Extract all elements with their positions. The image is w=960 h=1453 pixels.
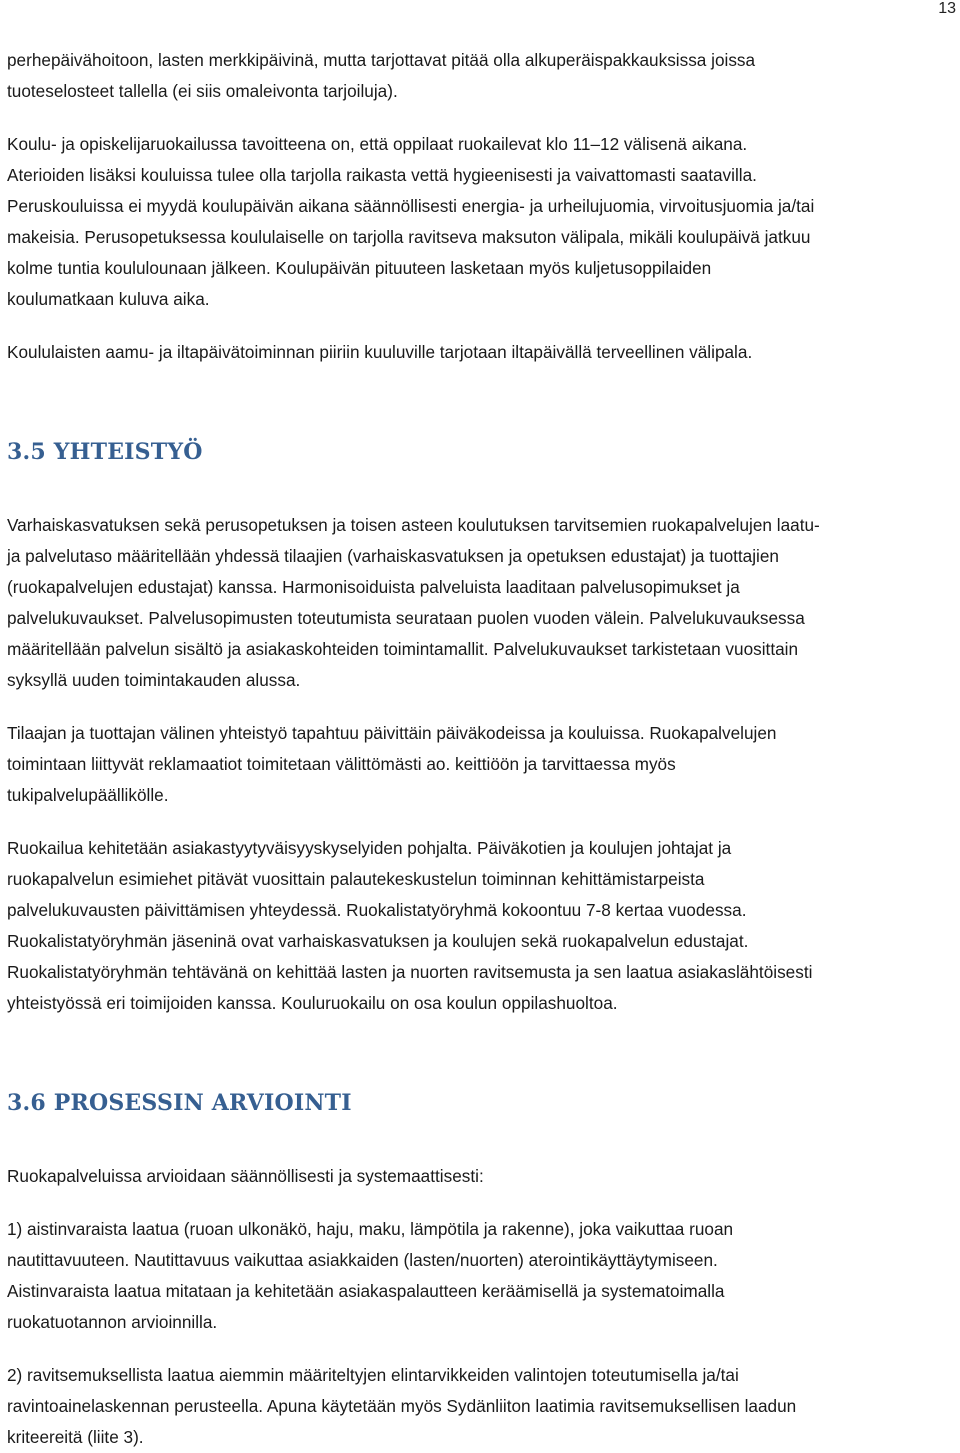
paragraph bbox=[7, 337, 952, 368]
paragraph bbox=[7, 510, 952, 696]
spacer bbox=[7, 470, 952, 510]
text-line: Koulu- ja opiskelijaruokailussa tavoitteena on, että oppilaat ruokailevat klo 11–12 välisenä aikana. bbox=[7, 134, 748, 154]
spacer bbox=[7, 1019, 952, 1085]
paragraph bbox=[7, 1360, 952, 1453]
text-line: kriteereitä (liite 3). bbox=[7, 1427, 144, 1447]
spacer bbox=[7, 696, 952, 718]
page-number: 13 bbox=[938, 0, 956, 17]
text-line: perhepäivähoitoon, lasten merkkipäivinä, mutta tarjottavat pitää olla alkuperäispakkauksissa joissa bbox=[7, 50, 756, 70]
text-line: Ruokalistatyöryhmän tehtävänä on kehittää lasten ja nuorten ravitsemusta ja sen laatua asiakaslähtöisesti bbox=[7, 962, 813, 982]
paragraph bbox=[7, 45, 952, 107]
text-line: makeisia. Perusopetuksessa koululaiselle on tarjolla ravitseva maksuton välipala, mikäli koulupäivä jatkuu bbox=[7, 227, 811, 247]
text-line: tuoteselosteet tallella (ei siis omaleivonta tarjoiluja). bbox=[7, 81, 398, 101]
text-line: Aterioiden lisäksi kouluissa tulee olla tarjolla raikasta vettä hygieenisesti ja vaivattomasti saatavilla. bbox=[7, 165, 757, 185]
text-line: syksyllä uuden toimintakauden alussa. bbox=[7, 670, 301, 690]
text-line: ravintoainelaskennan perusteella. Apuna käytetään myös Sydänliiton laatimia ravitsemuksellisen laadun bbox=[7, 1396, 797, 1416]
text-line: Ruokalistatyöryhmän jäseninä ovat varhaiskasvatuksen ja koulujen sekä ruokapalvelun edustajat. bbox=[7, 931, 749, 951]
text-line: palvelukuvausten päivittämisen yhteydessä. Ruokalistatyöryhmä kokoontuu 7-8 kertaa vuodessa. bbox=[7, 900, 747, 920]
text-line: ruokapalvelun esimiehet pitävät vuosittain palautekeskustelun toiminnan kehittämistarpeista bbox=[7, 869, 705, 889]
text-line: koulumatkaan kuluva aika. bbox=[7, 289, 210, 309]
text-line: palvelukuvaukset. Palvelusopimusten toteutumista seurataan puolen vuoden välein. Palvelukuvauksessa bbox=[7, 608, 805, 628]
text-line: Peruskouluissa ei myydä koulupäivän aikana säännöllisesti energia- ja urheilujuomia, virvoitusjuomia ja/tai bbox=[7, 196, 815, 216]
section-heading: 3.5 YHTEISTYÖ bbox=[7, 439, 203, 465]
text-line: määritellään palvelun sisältö ja asiakaskohteiden toimintamallit. Palvelukuvaukset tarkistetaan vuosittain bbox=[7, 639, 799, 659]
document-body bbox=[7, 45, 952, 1453]
text-line: ruokatuotannon arvioinnilla. bbox=[7, 1312, 218, 1332]
paragraph bbox=[7, 1214, 952, 1338]
spacer bbox=[7, 1121, 952, 1161]
spacer bbox=[7, 368, 952, 434]
text-line: Ruokapalveluissa arvioidaan säännöllisesti ja systemaattisesti: bbox=[7, 1166, 484, 1186]
paragraph bbox=[7, 718, 952, 811]
text-line: Aistinvaraista laatua mitataan ja kehitetään asiakaspalautteen keräämisellä ja systematoimalla bbox=[7, 1281, 725, 1301]
spacer bbox=[7, 811, 952, 833]
text-line: Ruokailua kehitetään asiakastyytyväisyyskyselyiden pohjalta. Päiväkotien ja koulujen johtajat ja bbox=[7, 838, 732, 858]
section-heading: 3.6 PROSESSIN ARVIOINTI bbox=[7, 1090, 352, 1116]
text-line: nautittavuuteen. Nautittavuus vaikuttaa asiakkaiden (lasten/nuorten) aterointikäyttäytymiseen. bbox=[7, 1250, 718, 1270]
text-line: toimintaan liittyvät reklamaatiot toimitetaan välittömästi ao. keittiöön ja tarvittaessa myös bbox=[7, 754, 676, 774]
text-line: Tilaajan ja tuottajan välinen yhteistyö tapahtuu päivittäin päiväkodeissa ja kouluissa. Ruokapalvelujen bbox=[7, 723, 777, 743]
text-line: 1) aistinvaraista laatua (ruoan ulkonäkö, haju, maku, lämpötila ja rakenne), joka vaikuttaa ruoan bbox=[7, 1219, 734, 1239]
text-line: 2) ravitsemuksellista laatua aiemmin määriteltyjen elintarvikkeiden valintojen toteutumisella ja/tai bbox=[7, 1365, 739, 1385]
text-line: kolme tuntia koululounaan jälkeen. Koulupäivän pituuteen lasketaan myös kuljetusoppilaiden bbox=[7, 258, 712, 278]
paragraph bbox=[7, 833, 952, 1019]
paragraph bbox=[7, 129, 952, 315]
text-line: yhteistyössä eri toimijoiden kanssa. Kouluruokailu on osa koulun oppilashuoltoa. bbox=[7, 993, 618, 1013]
spacer bbox=[7, 1192, 952, 1214]
text-line: ja palvelutaso määritellään yhdessä tilaajien (varhaiskasvatuksen ja opetuksen edustajat) ja tuottajien bbox=[7, 546, 779, 566]
spacer bbox=[7, 315, 952, 337]
paragraph bbox=[7, 1161, 952, 1192]
spacer bbox=[7, 1338, 952, 1360]
text-line: (ruokapalvelujen edustajat) kanssa. Harmonisoiduista palveluista laaditaan palvelusopimukset ja bbox=[7, 577, 740, 597]
text-line: tukipalvelupäällikölle. bbox=[7, 785, 169, 805]
spacer bbox=[7, 107, 952, 129]
text-line: Varhaiskasvatuksen sekä perusopetuksen ja toisen asteen koulutuksen tarvitsemien ruokapalvelujen laatu- bbox=[7, 515, 820, 535]
text-line: Koululaisten aamu- ja iltapäivätoiminnan piiriin kuuluville tarjotaan iltapäivällä terveellinen välipala. bbox=[7, 342, 753, 362]
